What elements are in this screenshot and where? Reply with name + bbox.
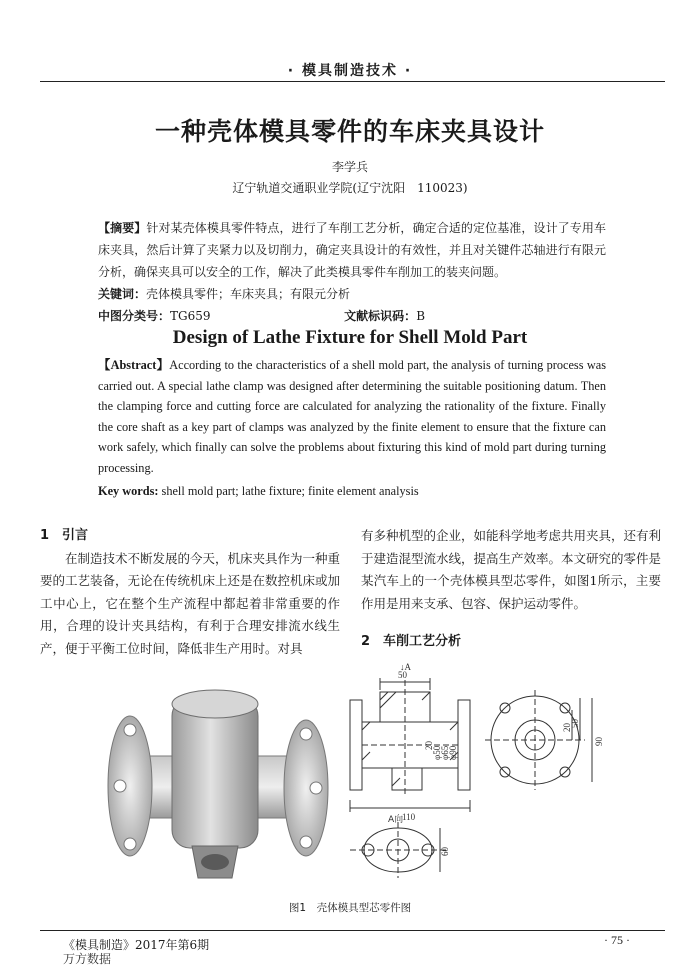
dim-phi90: φ90 (448, 745, 458, 760)
doc-code-label: 文献标识码： (344, 309, 417, 323)
right-paragraph: 有多种机型的企业，如能科学地考虑共用夹具，还有利于建造混型流水线，提高生产效率。本文研究的零件是某汽车上的一个壳体模具型芯零件，如图1所示，主要作用是用来支承、包容、保护运动零件。 (361, 528, 662, 611)
abstract-zh-paragraph (98, 217, 606, 283)
dim-20-front: 20 (424, 741, 434, 750)
clc-label: 中图分类号： (98, 309, 171, 323)
keywords-zh-text: 壳体模具零件；车床夹具；有限元分析 (146, 287, 351, 301)
dim-phi65: φ65 (440, 745, 450, 760)
part-3d-render (100, 678, 338, 884)
keywords-zh-label: 关键词： (98, 287, 147, 301)
keywords-zh (98, 283, 606, 305)
abstract-en-label: 【Abstract】 (98, 358, 170, 372)
keywords-en-text: shell mold part; lathe fixture; finite element analysis (158, 484, 419, 498)
a-view-label: A向 (388, 815, 404, 825)
header-rule (40, 81, 665, 82)
journal-issue: 《模具制造》2017年第6期 (63, 938, 210, 952)
abstract-en-text: According to the characteristics of a shell mold part, the analysis of turning process was carried out. A special lathe clamp was designed after determining the suitable positioning datum. Then the clamping force and cutting force are calculated for analyzing the rationality of the fixture. Finally the core shaft as a key part of clamps was analyzed by the finite element to ensure that the fixture can work safely, which finally can solve the problems about fixturing this kind of mold part during turning processing. (98, 358, 606, 475)
abstract-en (98, 355, 606, 479)
section1-paragraph: 在制造技术不断发展的今天，机床夹具作为一种重要的工艺装备，无论在传统机床上还是在数控机床或加工中心上，它在整个生产流程中都起着非常重要的作用，合理的设计夹具结构，有利于合理安排流水线生产，便于平衡工位时间，降低非生产用时。对具 (40, 550, 341, 656)
page-number: · 75 · (604, 933, 630, 947)
abstract-zh-label: 【摘要】 (98, 221, 147, 235)
figure-caption: 图1 壳体模具型芯零件图 (288, 902, 412, 914)
drawing-right-flange (458, 700, 470, 790)
affiliation: 辽宁轨道交通职业学院(辽宁沈阳 110023) (232, 181, 468, 195)
dim-20-side: 20 (562, 723, 572, 732)
dim-50-side: 50 (570, 719, 580, 728)
part-drawing (340, 660, 610, 892)
paper-title: 一种壳体模具零件的车床夹具设计 (154, 117, 545, 146)
dim-60: 60 (440, 847, 450, 856)
section2-heading: 2 车削工艺分析 (361, 634, 462, 649)
section1-heading: 1 引言 (40, 528, 89, 543)
keywords-en (98, 484, 606, 499)
clc-value: TG659 (170, 309, 211, 323)
watermark: 万方数据 (63, 952, 112, 966)
dim-phi50: φ50 (432, 745, 442, 760)
paper-title-en: Design of Lathe Fixture for Shell Mold Part (172, 327, 528, 348)
section-header: · 模具制造技术 · (287, 63, 413, 79)
dim-50-top: 50 (398, 670, 407, 680)
left-column (40, 525, 340, 660)
dim-a-arrow: ↓A (400, 662, 411, 672)
drawing-left-flange (350, 700, 362, 790)
dim-90: 90 (594, 737, 604, 746)
footer-rule (40, 930, 665, 931)
abstract-zh-text: 针对某壳体模具零件特点，进行了车削工艺分析，确定合适的定位基准，设计了专用车床夹具，然后计算了夹紧力以及切削力，确定夹具设计的有效性，并且对关键件芯轴进行有限元分析，确保夹具可以安全的工作，解决了此类模具零件车削加工的装夹问题。 (98, 221, 606, 279)
right-column (361, 525, 661, 654)
author: 李学兵 (331, 160, 368, 174)
classification-line (98, 305, 606, 327)
doc-code-value: B (416, 309, 426, 323)
keywords-en-label: Key words: (98, 484, 159, 498)
abstract-zh (98, 217, 606, 327)
dim-110: 110 (402, 812, 416, 822)
